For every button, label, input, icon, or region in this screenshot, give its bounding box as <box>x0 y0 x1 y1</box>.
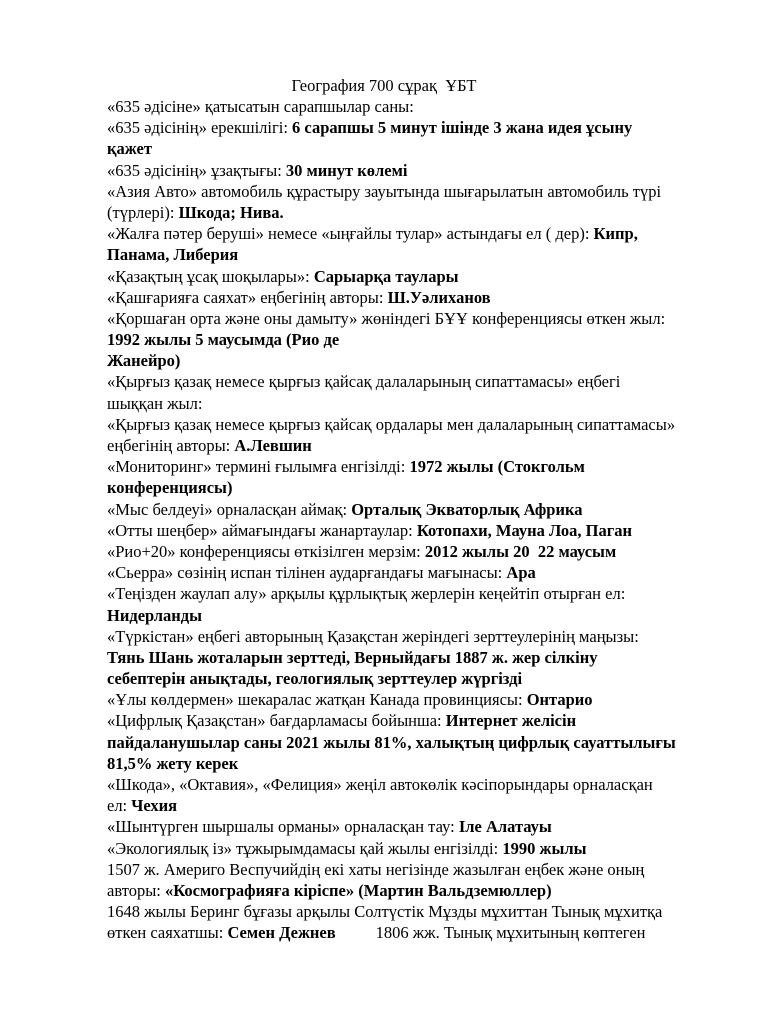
bold-answer: Шкода; Нива. <box>178 202 284 222</box>
question-text: «Қоршаған орта және оны дамыту» жөніндегі БҰҰ конференциясы өткен жыл: <box>107 308 666 328</box>
bold-answer: Жанейро) <box>107 351 181 371</box>
text-line <box>107 668 747 689</box>
question-text: «Қырғыз қазақ немесе қырғыз қайсақ ордалары мен далаларының сипаттамасы» <box>107 414 676 434</box>
text-line <box>107 308 747 329</box>
question-text: «Шынтүрген шыршалы орманы» орналасқан тау: <box>107 817 459 837</box>
question-text: «Цифрлық Қазақстан» бағдарламасы бойынша: <box>107 711 446 731</box>
question-text: «Қырғыз қазақ немесе қырғыз қайсақ далаларының сипаттамасы» еңбегі <box>107 372 621 392</box>
text-line <box>107 922 747 943</box>
bold-answer: қажет <box>107 139 152 159</box>
text-line <box>107 774 747 795</box>
bold-answer: Орталық Экваторлық Африка <box>351 499 583 519</box>
text-line <box>107 838 747 859</box>
question-text: еңбегінің авторы: <box>107 436 235 455</box>
text-line <box>107 456 747 477</box>
bold-answer: А.Левшин <box>234 436 312 455</box>
bold-answer: Ара <box>506 563 536 583</box>
question-text: өткен саяхатшы: <box>107 923 228 943</box>
text-line <box>107 859 747 880</box>
text-line <box>107 393 747 414</box>
bold-answer: Онтарио <box>526 690 593 710</box>
text-line <box>107 583 747 604</box>
question-text: «Азия Авто» автомобиль құрастыру зауытында шығарылатын автомобиль түрі <box>107 181 662 201</box>
text-line <box>107 266 747 287</box>
text-line <box>107 350 747 371</box>
question-text: «Отты шеңбер» аймағындағы жанартаулар: <box>107 520 417 540</box>
text-line <box>107 689 747 710</box>
text-line <box>107 96 747 117</box>
bold-answer: 1990 жылы <box>502 838 587 858</box>
text-line <box>107 117 747 138</box>
text-line <box>107 626 747 647</box>
bold-answer: Котопахи, Мауна Лоа, Паган <box>416 520 632 540</box>
text-line <box>107 414 747 435</box>
bold-answer: 1992 жылы 5 маусымда (Рио де <box>107 330 340 350</box>
text-line <box>107 499 747 520</box>
bold-answer: 1972 жылы (Стокгольм <box>409 457 585 477</box>
text-line <box>107 880 747 901</box>
question-text: «Жалға пәтер беруші» немесе «ыңғайлы тулар» астындағы ел ( дер): <box>107 224 594 244</box>
bold-answer: себептерін анықтады, геологиялық зерттеулер жүргізді <box>107 669 523 689</box>
question-text: «635 әдісіне» қатысатын сарапшылар саны: <box>107 97 414 116</box>
text-line <box>107 647 747 668</box>
question-text: «Рио+20» конференциясы өткізілген мерзім: <box>107 541 425 561</box>
text-line <box>107 160 747 181</box>
text-line <box>107 710 747 731</box>
bold-answer: 30 минут көлемі <box>285 160 408 180</box>
bold-answer: Чехия <box>131 796 178 816</box>
bold-answer: пайдаланушылар саны 2021 жылы 81%, халықтың цифрлық сауаттылығы <box>107 732 676 752</box>
text-line <box>107 795 747 816</box>
bold-answer: «Космографияға кіріспе» (Мартин Вальдземюллер) <box>165 880 552 900</box>
question-text: 1507 ж. Америго Веспучийдің екі хаты негізінде жазылған еңбек және оның <box>107 859 645 879</box>
text-line <box>107 753 747 774</box>
question-text: «Ұлы көлдермен» шекаралас жатқан Канада провинциясы: <box>107 690 527 710</box>
bold-answer: Сарыарқа таулары <box>313 266 459 286</box>
document-title: География 700 сұрақ ҰБТ <box>291 76 477 95</box>
bold-answer: Семен Дежнев <box>227 923 336 943</box>
bold-answer: Тянь Шань жоталарын зерттеді, Верныйдағы 1887 ж. жер сілкіну <box>107 647 598 667</box>
question-text: «Сьерра» сөзінің испан тілінен аударғандағы мағынасы: <box>107 563 507 583</box>
text-line <box>107 435 747 456</box>
bold-answer: Кипр, <box>593 224 638 244</box>
bold-answer: Панама, Либерия <box>107 245 239 265</box>
question-text: «Мыс белдеуі» орналасқан аймақ: <box>107 499 352 519</box>
question-text: шыққан жыл: <box>107 393 203 413</box>
text-line <box>107 477 747 498</box>
bold-answer: Нидерланды <box>107 605 203 625</box>
question-text: ел: <box>107 796 132 816</box>
text-line <box>107 562 747 583</box>
text-line <box>107 244 747 265</box>
bold-answer: Интернет желісін <box>445 711 577 731</box>
question-text: «Мониторинг» термині ғылымға енгізілді: <box>107 457 410 477</box>
question-text: «635 әдісінің» ерекшілігі: <box>107 118 293 138</box>
bold-answer: 81,5% жету керек <box>107 753 239 773</box>
question-text: 1648 жылы Беринг бұғазы арқылы Солтүстік Мұзды мұхиттан Тынық мұхитқа <box>107 902 663 922</box>
text-line <box>107 732 747 753</box>
text-line <box>107 329 747 350</box>
text-line <box>107 541 747 562</box>
bold-answer: конференциясы) <box>107 478 233 498</box>
question-text: «Теңізден жаулап алу» арқылы құрлықтық жерлерін кеңейтіп отырған ел: <box>107 584 626 604</box>
question-text: «Түркістан» еңбегі авторының Қазақстан жеріндегі зерттеулерінің маңызы: <box>107 626 639 646</box>
bold-answer: Ш.Уәлиханов <box>387 287 491 307</box>
text-line <box>107 520 747 541</box>
document-body <box>107 96 747 944</box>
text-line <box>107 181 747 202</box>
text-line <box>107 202 747 223</box>
question-text: «Шкода», «Октавия», «Фелиция» жеңіл автокөлік кәсіпорындары орналасқан <box>107 775 653 794</box>
question-text: «Қашғарияға саяхат» еңбегінің авторы: <box>107 287 388 307</box>
text-line <box>107 816 747 837</box>
question-text: (түрлері): <box>107 202 179 222</box>
text-line <box>107 605 747 626</box>
bold-answer: 2012 жылы 20 22 маусым <box>424 541 617 561</box>
bold-answer: Іле Алатауы <box>458 817 552 837</box>
question-text: «635 әдісінің» ұзақтығы: <box>107 160 286 180</box>
bold-answer: 6 сарапшы 5 минут ішінде 3 жана идея ұсыну <box>292 118 633 138</box>
text-line <box>107 223 747 244</box>
question-text: «Экологиялық із» тұжырымдамасы қай жылы енгізілді: <box>107 838 503 858</box>
text-line <box>107 138 747 159</box>
question-text: «Қазақтың ұсақ шоқылары»: <box>107 266 314 286</box>
question-text: авторы: <box>107 880 165 900</box>
question-text: 1806 жж. Тынық мұхитының көптеген <box>375 923 646 943</box>
text-line <box>107 371 747 392</box>
text-line <box>107 901 747 922</box>
text-line <box>107 287 747 308</box>
